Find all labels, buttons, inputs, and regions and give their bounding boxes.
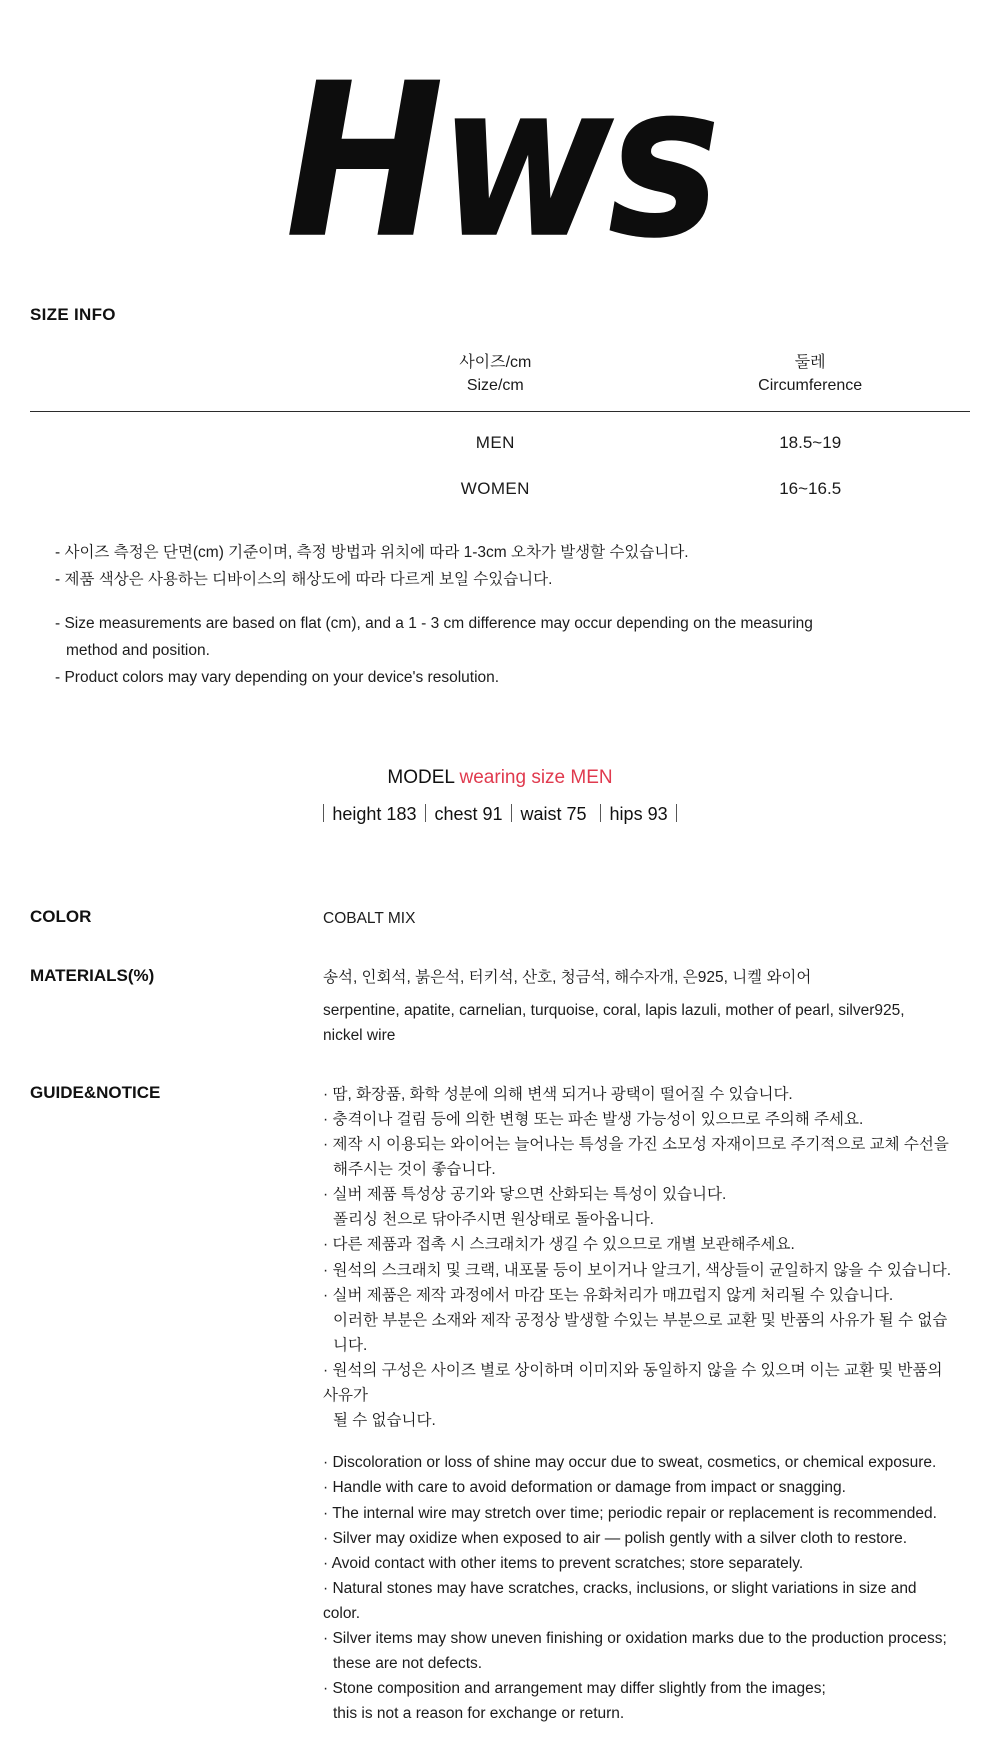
guide-label: GUIDE&NOTICE [30,1082,161,1102]
size-header-ko: 사이즈/cm [459,353,532,371]
notes-spacer [55,593,1000,611]
color-value: COBALT MIX [323,910,416,928]
brand-logo [0,0,1000,293]
guide-ko-12: 될 수 없습니다. [333,1412,436,1430]
model-size-line [0,763,1000,793]
size-table-header-blank [30,351,340,412]
color-value-wrap [323,906,970,931]
note-en-1: - Size measurements are based on flat (cm), and a 1 - 3 cm difference may occur depending on the measuring [55,615,813,633]
table-row [30,458,970,504]
guide-ko-1: · 땀, 화장품, 화학 성분에 의해 변색 되거나 광택이 떨어질 수 있습니다. [323,1085,793,1103]
guide-en-4: · Silver may oxidize when exposed to air — polish gently with a silver cloth to restore. [323,1529,908,1547]
guide-ko-4: 해주시는 것이 좋습니다. [333,1161,496,1179]
materials-en-1: serpentine, apatite, carnelian, turquoise, coral, lapis lazuli, mother of pearl, silver925, [323,1001,905,1019]
size-table-head [30,351,970,412]
circumference-header-en: Circumference [758,376,863,394]
guide-en-3: · The internal wire may stretch over time; periodic repair or replacement is recommended. [323,1504,937,1522]
size-info-section [0,305,1000,325]
row-men-circumference: 18.5~19 [779,432,842,452]
guide-value-wrap [323,1082,970,1727]
detail-row-color [30,906,970,931]
guide-ko-9: · 실버 제품은 제작 과정에서 마감 또는 유화처리가 매끄럽지 않게 처리될 수 있습니다. [323,1286,894,1304]
guide-ko-2: · 충격이나 걸림 등에 의한 변형 또는 파손 발생 가능성이 있으므로 주의해 주세요. [323,1110,864,1128]
note-ko-1: - 사이즈 측정은 단면(cm) 기준이며, 측정 방법과 위치에 따라 1-3cm 오차가 발생할 수있습니다. [55,543,689,561]
size-table-body [30,411,970,504]
size-table-header-circumference [650,351,970,412]
model-prefix: MODEL [387,767,460,789]
size-info-title: SIZE INFO [30,304,116,324]
guide-ko-11: · 원석의 구성은 사이즈 별로 상이하며 이미지와 동일하지 않을 수 있으며 이는 교환 및 반품의 사유가 [323,1361,943,1405]
guide-en-8: these are not defects. [333,1655,483,1673]
size-table-header-row [30,351,970,412]
detail-row-materials [30,965,970,1047]
materials-ko: 송석, 인회석, 붉은석, 터키석, 산호, 청금석, 해수자개, 은925, 니켈 와이어 [323,969,812,987]
guide-en-5: · Avoid contact with other items to prevent scratches; store separately. [323,1554,804,1572]
size-table-header-size [340,351,650,412]
guide-ko-5: · 실버 제품 특성상 공기와 닿으면 산화되는 특성이 있습니다. [323,1186,727,1204]
size-header-en: Size/cm [466,376,524,394]
row-men-blank [30,411,340,458]
guide-ko-7: · 다른 제품과 접촉 시 스크래치가 생길 수 있으므로 개별 보관해주세요. [323,1236,795,1254]
size-notes [0,540,1000,691]
brand-logo-text: Hws [285,37,715,286]
model-info [0,763,1000,828]
row-men-size: MEN [475,432,515,452]
materials-label: MATERIALS(%) [30,966,155,986]
guide-en-2: · Handle with care to avoid deformation or damage from impact or snagging. [323,1479,846,1497]
materials-en-2: nickel wire [323,1026,396,1044]
model-size-accent: wearing size MEN [459,767,613,789]
guide-spacer [323,1433,952,1450]
guide-ko-8: · 원석의 스크래치 및 크랙, 내포물 등이 보이거나 알크기, 색상들이 균일하지 않을 수 있습니다. [323,1261,952,1279]
note-en-2: - Product colors may vary depending on your device's resolution. [55,668,500,686]
circumference-header-ko: 둘레 [794,353,826,371]
guide-en-1: · Discoloration or loss of shine may occur due to sweat, cosmetics, or chemical exposure. [323,1454,937,1472]
note-ko-2: - 제품 색상은 사용하는 디바이스의 해상도에 따라 다르게 보일 수있습니다. [55,570,553,588]
row-women-circumference: 16~16.5 [779,478,842,498]
guide-en-6: · Natural stones may have scratches, cracks, inclusions, or slight variations in size and color. [323,1579,917,1622]
size-table [30,351,970,504]
color-label: COLOR [30,907,92,927]
guide-ko-10: 이러한 부분은 소재와 제작 공정상 발생할 수있는 부분으로 교환 및 반품의 사유가 될 수 없습니다. [333,1311,948,1354]
table-row [30,411,970,458]
guide-en-9: · Stone composition and arrangement may differ slightly from the images; [323,1680,826,1698]
materials-value-wrap [323,965,970,1047]
detail-row-guide [30,1082,970,1727]
model-measurements: ｜height 183｜chest 91｜waist 75 ｜hips 93｜ [314,803,686,824]
note-en-1-cont: method and position. [66,641,210,659]
guide-en-10: this is not a reason for exchange or return. [333,1705,625,1723]
guide-ko-3: · 제작 시 이용되는 와이어는 늘어나는 특성을 가진 소모성 자재이므로 주기적으로 교체 수선을 [323,1136,949,1153]
product-detail-section [0,906,1000,1726]
guide-en-7: · Silver items may show uneven finishing or oxidation marks due to the production process; [323,1630,947,1648]
row-women-blank [30,458,340,504]
guide-ko-6: 폴리싱 천으로 닦아주시면 원상태로 돌아옵니다. [333,1211,654,1229]
row-women-size: WOMEN [460,478,530,498]
